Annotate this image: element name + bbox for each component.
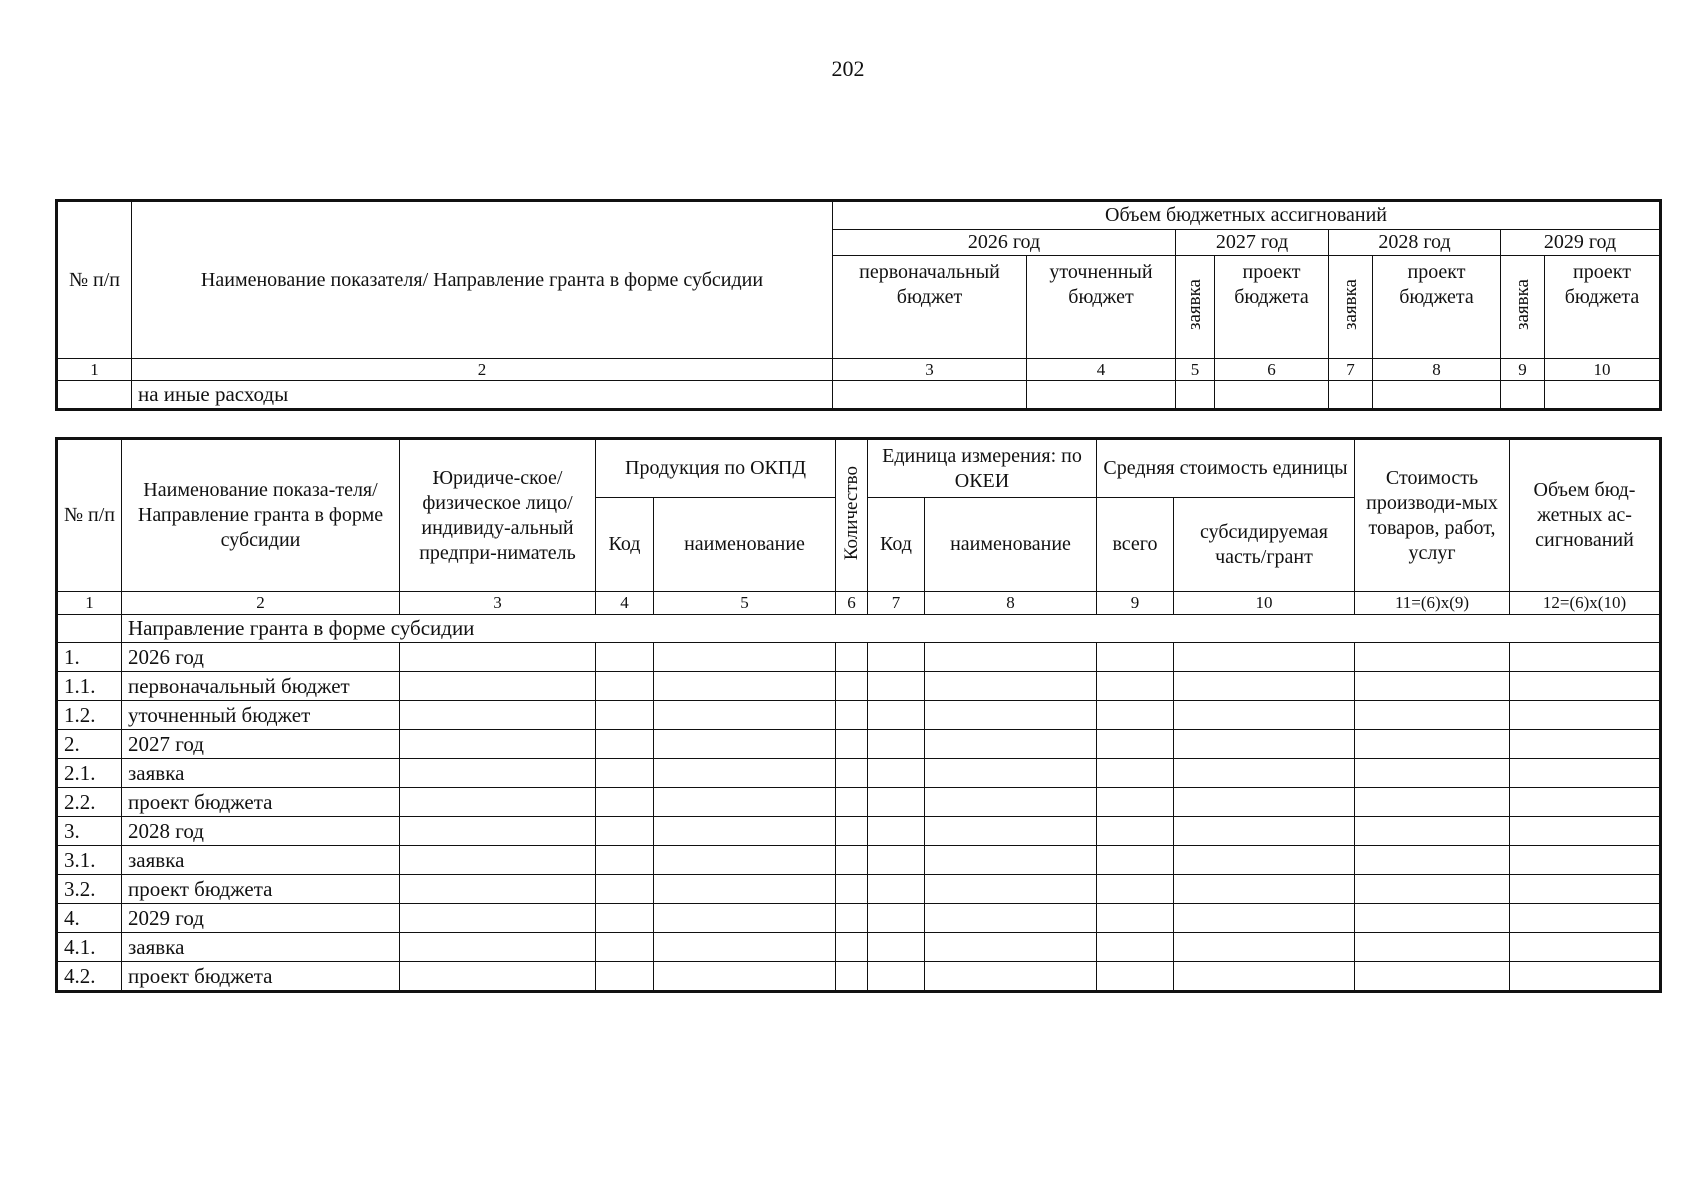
- cell: [1510, 904, 1660, 933]
- grant-details-table: [57, 439, 1660, 991]
- col-number: 3: [833, 359, 1027, 381]
- header-unit-okei: Единица измерения: по ОКЕИ: [868, 440, 1097, 498]
- cell: [596, 904, 654, 933]
- header-quantity: Количество: [836, 440, 868, 592]
- table-row: [58, 643, 1660, 672]
- header-budget-volume: Объем бюд-жетных ас-сигнований: [1510, 440, 1660, 592]
- col-number: 10: [1174, 592, 1355, 615]
- cell: [1174, 759, 1355, 788]
- cell: [596, 701, 654, 730]
- col-number: 1: [58, 359, 132, 381]
- cell: [925, 933, 1097, 962]
- header-okpd-code: Код: [596, 498, 654, 592]
- cell: [596, 788, 654, 817]
- row-label: первоначальный бюджет: [122, 672, 400, 701]
- row-number: 3.1.: [58, 846, 122, 875]
- cell: [833, 381, 1027, 409]
- cell: [596, 817, 654, 846]
- cell: [1174, 846, 1355, 875]
- cell: [654, 875, 836, 904]
- header-okpd-product: Продукция по ОКПД: [596, 440, 836, 498]
- cell: [654, 730, 836, 759]
- cell: [1097, 846, 1174, 875]
- row-number: 4.: [58, 904, 122, 933]
- cell: [1097, 962, 1174, 991]
- cell: [1355, 875, 1510, 904]
- header-request-2027: заявка: [1176, 256, 1215, 359]
- cell: [1174, 788, 1355, 817]
- header-year-2028: 2028 год: [1329, 230, 1501, 256]
- cell: [654, 933, 836, 962]
- col-number: 8: [1373, 359, 1501, 381]
- col-number: 4: [596, 592, 654, 615]
- cell: [58, 615, 122, 643]
- cell: [925, 817, 1097, 846]
- cell: [1097, 788, 1174, 817]
- page-number: 202: [831, 56, 865, 81]
- cell: [925, 672, 1097, 701]
- row-number: 4.1.: [58, 933, 122, 962]
- cell: [1097, 643, 1174, 672]
- cell: [1097, 759, 1174, 788]
- section-label: Направление гранта в форме субсидии: [122, 615, 1660, 643]
- cell: [1355, 817, 1510, 846]
- cell: [868, 817, 925, 846]
- column-numbers-row: [58, 592, 1660, 615]
- col-number: 6: [836, 592, 868, 615]
- cell: [1501, 381, 1545, 409]
- cell: [868, 962, 925, 991]
- cell: [836, 904, 868, 933]
- header-no: № п/п: [58, 440, 122, 592]
- cell: [868, 701, 925, 730]
- cell: [1174, 962, 1355, 991]
- cell: [1329, 381, 1373, 409]
- col-number: 4: [1027, 359, 1176, 381]
- row-number: 2.2.: [58, 788, 122, 817]
- cell: [596, 759, 654, 788]
- header-initial-budget: первоначальный бюджет: [833, 256, 1027, 359]
- cell: [1510, 643, 1660, 672]
- header-average-unit-cost: Средняя стоимость единицы: [1097, 440, 1355, 498]
- cell: [400, 672, 596, 701]
- row-label: уточненный бюджет: [122, 701, 400, 730]
- col-number: 10: [1545, 359, 1660, 381]
- cell: [836, 730, 868, 759]
- cell: [925, 962, 1097, 991]
- table-row: [58, 672, 1660, 701]
- header-indicator-name: Наименование показа-теля/ Направление гранта в форме субсидии: [122, 440, 400, 592]
- cell: [1174, 933, 1355, 962]
- table-row: [58, 730, 1660, 759]
- col-number: 12=(6)х(10): [1510, 592, 1660, 615]
- header-year-2027: 2027 год: [1176, 230, 1329, 256]
- header-draft-2028: проект бюджета: [1373, 256, 1501, 359]
- col-number: 9: [1501, 359, 1545, 381]
- cell: [1355, 933, 1510, 962]
- cell: [1355, 788, 1510, 817]
- cell: [836, 846, 868, 875]
- cell: [1510, 788, 1660, 817]
- cell: [400, 962, 596, 991]
- cell: [654, 904, 836, 933]
- cell: [836, 701, 868, 730]
- row-number: 2.: [58, 730, 122, 759]
- table-row: [58, 875, 1660, 904]
- cell: [868, 875, 925, 904]
- row-label: 2026 год: [122, 643, 400, 672]
- cell: [868, 933, 925, 962]
- cell: [836, 875, 868, 904]
- row-number: 1.1.: [58, 672, 122, 701]
- header-okei-name: наименование: [925, 498, 1097, 592]
- row-label: 2029 год: [122, 904, 400, 933]
- cell: [400, 730, 596, 759]
- col-number: 2: [122, 592, 400, 615]
- cell: [1355, 701, 1510, 730]
- col-number: 5: [1176, 359, 1215, 381]
- cell: [836, 817, 868, 846]
- cell: [836, 788, 868, 817]
- header-okpd-name: наименование: [654, 498, 836, 592]
- row-number: 3.2.: [58, 875, 122, 904]
- cell: [654, 672, 836, 701]
- cell: [1097, 730, 1174, 759]
- cell: [654, 846, 836, 875]
- cell: [836, 759, 868, 788]
- cell: [925, 759, 1097, 788]
- col-number: 7: [1329, 359, 1373, 381]
- cell: [400, 788, 596, 817]
- row-label: 2027 год: [122, 730, 400, 759]
- cell: [1355, 730, 1510, 759]
- cell: [1097, 672, 1174, 701]
- table-row: [58, 846, 1660, 875]
- cell: [400, 846, 596, 875]
- section-row: [58, 615, 1660, 643]
- cell: [58, 381, 132, 409]
- header-no: № п/п: [58, 202, 132, 359]
- row-number: 4.2.: [58, 962, 122, 991]
- cell: [1355, 846, 1510, 875]
- table-row: [58, 933, 1660, 962]
- grant-rows: [58, 643, 1660, 991]
- cell: [1510, 701, 1660, 730]
- cell: [654, 759, 836, 788]
- cell: [654, 701, 836, 730]
- col-number: 7: [868, 592, 925, 615]
- header-avg-subsidized: субсидируемая часть/грант: [1174, 498, 1355, 592]
- cell: [1097, 701, 1174, 730]
- header-draft-2029: проект бюджета: [1545, 256, 1660, 359]
- col-number: 9: [1097, 592, 1174, 615]
- table-row: [58, 962, 1660, 991]
- cell: [868, 788, 925, 817]
- header-revised-budget: уточненный бюджет: [1027, 256, 1176, 359]
- cell: [1097, 875, 1174, 904]
- row-label: заявка: [122, 759, 400, 788]
- header-legal-entity: Юридиче-ское/физическое лицо/ индивиду-альный предпри-ниматель: [400, 440, 596, 592]
- row-number: 3.: [58, 817, 122, 846]
- cell: [1355, 643, 1510, 672]
- cell: [868, 672, 925, 701]
- row-label: заявка: [122, 846, 400, 875]
- cell: [925, 730, 1097, 759]
- cell: [868, 759, 925, 788]
- cell: [596, 643, 654, 672]
- cell: [925, 701, 1097, 730]
- cell: [1510, 759, 1660, 788]
- cell: [400, 759, 596, 788]
- cell: [654, 788, 836, 817]
- row-label: 2028 год: [122, 817, 400, 846]
- cell: [1174, 875, 1355, 904]
- header-request-2028: заявка: [1329, 256, 1373, 359]
- cell: [1174, 817, 1355, 846]
- cell: [868, 730, 925, 759]
- cell: [1545, 381, 1660, 409]
- cell: [1510, 846, 1660, 875]
- cell: [1174, 672, 1355, 701]
- row-label: на иные расходы: [132, 381, 833, 409]
- cell: [1510, 730, 1660, 759]
- header-request-2029: заявка: [1501, 256, 1545, 359]
- cell: [400, 933, 596, 962]
- cell: [1355, 962, 1510, 991]
- cell: [925, 788, 1097, 817]
- cell: [836, 672, 868, 701]
- cell: [596, 962, 654, 991]
- cell: [925, 643, 1097, 672]
- header-avg-total: всего: [1097, 498, 1174, 592]
- cell: [836, 962, 868, 991]
- cell: [1373, 381, 1501, 409]
- header-year-2029: 2029 год: [1501, 230, 1660, 256]
- row-label: проект бюджета: [122, 875, 400, 904]
- cell: [836, 933, 868, 962]
- cell: [596, 933, 654, 962]
- cell: [654, 817, 836, 846]
- cell: [1176, 381, 1215, 409]
- row-label: заявка: [122, 933, 400, 962]
- col-number: 11=(6)х(9): [1355, 592, 1510, 615]
- cell: [836, 643, 868, 672]
- cell: [596, 875, 654, 904]
- cell: [925, 875, 1097, 904]
- cell: [1510, 962, 1660, 991]
- table-row: [58, 701, 1660, 730]
- cell: [925, 904, 1097, 933]
- col-number: 8: [925, 592, 1097, 615]
- row-label: проект бюджета: [122, 788, 400, 817]
- row-label: проект бюджета: [122, 962, 400, 991]
- cell: [1355, 904, 1510, 933]
- row-number: 1.: [58, 643, 122, 672]
- cell: [1355, 672, 1510, 701]
- cell: [1097, 904, 1174, 933]
- cell: [868, 643, 925, 672]
- header-budget-volume: Объем бюджетных ассигнований: [833, 202, 1660, 230]
- table-row: [58, 817, 1660, 846]
- col-number: 5: [654, 592, 836, 615]
- cell: [400, 643, 596, 672]
- cell: [1027, 381, 1176, 409]
- cell: [1355, 759, 1510, 788]
- table-row: [58, 788, 1660, 817]
- cell: [1174, 643, 1355, 672]
- cell: [400, 875, 596, 904]
- cell: [1174, 730, 1355, 759]
- col-number: 1: [58, 592, 122, 615]
- cell: [1510, 817, 1660, 846]
- cell: [1510, 875, 1660, 904]
- header-indicator-name: Наименование показателя/ Направление гранта в форме субсидии: [132, 202, 833, 359]
- cell: [1215, 381, 1329, 409]
- cell: [654, 643, 836, 672]
- cell: [400, 817, 596, 846]
- budget-allocations-table: [57, 201, 1660, 409]
- cell: [1174, 904, 1355, 933]
- cell: [400, 904, 596, 933]
- cell: [1097, 933, 1174, 962]
- table-row: [58, 381, 1660, 409]
- cell: [1174, 701, 1355, 730]
- cell: [1510, 933, 1660, 962]
- cell: [925, 846, 1097, 875]
- column-numbers-row: [58, 359, 1660, 381]
- cell: [868, 846, 925, 875]
- cell: [596, 730, 654, 759]
- table-row: [58, 759, 1660, 788]
- cell: [1510, 672, 1660, 701]
- cell: [596, 672, 654, 701]
- col-number: 2: [132, 359, 833, 381]
- table-row: [58, 904, 1660, 933]
- cell: [1097, 817, 1174, 846]
- header-draft-2027: проект бюджета: [1215, 256, 1329, 359]
- header-year-2026: 2026 год: [833, 230, 1176, 256]
- header-okei-code: Код: [868, 498, 925, 592]
- col-number: 6: [1215, 359, 1329, 381]
- cell: [868, 904, 925, 933]
- cell: [596, 846, 654, 875]
- col-number: 3: [400, 592, 596, 615]
- row-number: 2.1.: [58, 759, 122, 788]
- cell: [400, 701, 596, 730]
- header-goods-cost: Стоимость производи-мых товаров, работ, услуг: [1355, 440, 1510, 592]
- row-number: 1.2.: [58, 701, 122, 730]
- cell: [654, 962, 836, 991]
